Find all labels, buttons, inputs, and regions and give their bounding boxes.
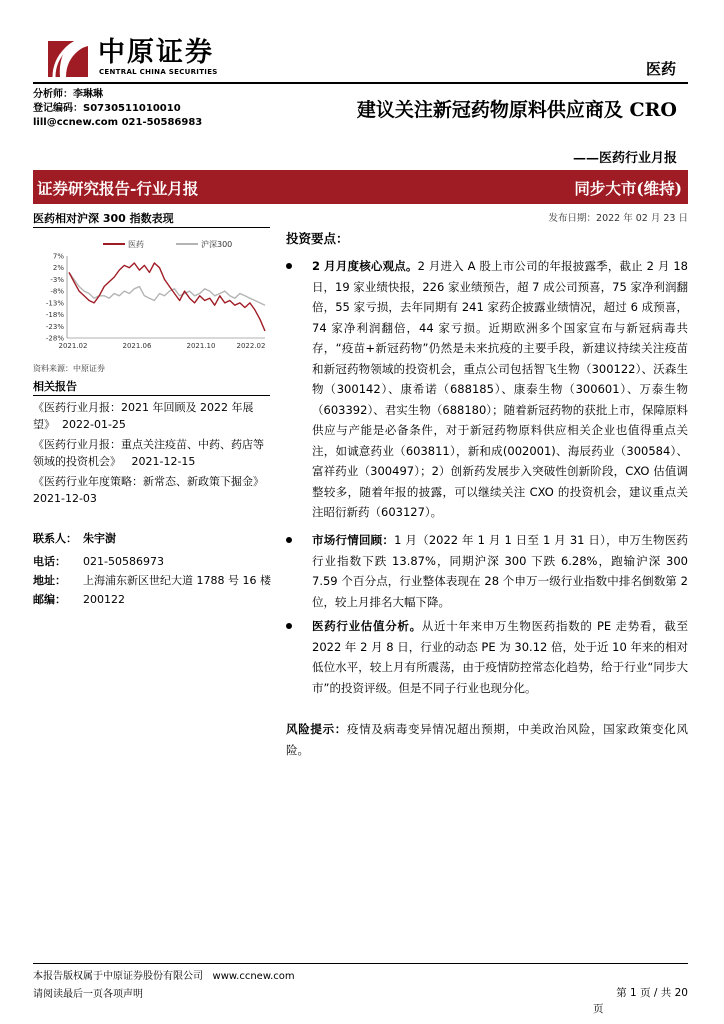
- related-report-3[interactable]: [33, 473, 270, 507]
- point-text: 1 月（2022 年 1 月 1 日至 1 月 31 日），申万生物医药行业指数下跌 13.87%，同期沪深 300 下跌 6.28%，跑输沪深 300 7.59 个百分点，行业整体表现在 28 个申万一级行业指数中排名倒数第 2 位，较上月排名大幅下降。: [312, 533, 688, 609]
- company-name-en: CENTRAL CHINA SECURITIES: [99, 68, 218, 76]
- series-line-hs300: [69, 272, 265, 305]
- footer-divider: [33, 963, 688, 964]
- point-lead: 2 月月度核心观点。: [312, 259, 418, 273]
- relative-performance-chart: [33, 232, 273, 352]
- page-number: 第 1 页 / 共 20: [616, 987, 688, 999]
- related-report-1[interactable]: [33, 399, 270, 433]
- bullet-icon: [286, 623, 292, 629]
- contact-person: [33, 530, 116, 548]
- related-report-date: 2021-12-03: [33, 492, 97, 505]
- page-number-unit: 页: [593, 1003, 604, 1015]
- report-type-label: 证券研究报告-行业月报: [37, 179, 199, 198]
- related-report-title: 《医药行业年度策略：新常态、新政策下掘金》: [33, 475, 264, 488]
- contact-name: 朱宇澍: [83, 532, 116, 545]
- contact-address: [33, 572, 271, 590]
- bullet-icon: [286, 263, 292, 269]
- x-tick-label: 2021.02: [58, 342, 88, 350]
- header-divider: [33, 82, 688, 84]
- company-name-cn: 中原证券: [98, 37, 214, 68]
- logo-mark-icon: [44, 37, 92, 79]
- report-subtitle: ——医药行业月报: [572, 151, 677, 166]
- address-value: 上海浦东新区世纪大道 1788 号 16 楼: [83, 574, 271, 587]
- footer-copyright: 本报告版权属于中原证券股份有限公司: [33, 971, 203, 982]
- related-report-title: 《医药行业月报：2021 年回顾及 2022 年展望》: [33, 401, 254, 431]
- related-report-2[interactable]: [33, 436, 270, 470]
- company-logo: [44, 37, 234, 79]
- report-banner: [33, 170, 688, 204]
- zip-value: 200122: [83, 593, 125, 606]
- y-tick-label: 2%: [52, 264, 64, 273]
- y-tick-label: -3%: [50, 275, 64, 284]
- footer-notice: 请阅读最后一页各项声明: [33, 989, 143, 1000]
- related-report-date: 2022-01-25: [62, 418, 126, 431]
- phone-label: 电话：: [33, 555, 66, 568]
- bullet-icon: [286, 537, 292, 543]
- y-tick-label: -18%: [45, 311, 64, 320]
- footer-website[interactable]: www.ccnew.com: [212, 971, 295, 982]
- contact-zip: [33, 591, 125, 609]
- related-report-date: 2021-12-15: [131, 455, 196, 468]
- y-tick-label: -28%: [45, 334, 64, 343]
- chart-source: 资料来源：中原证券: [33, 364, 105, 373]
- legend-label-hs300: 沪深300: [201, 240, 233, 249]
- related-report-title: 《医药行业月报：重点关注疫苗、中药、药店等领域的投资机会》: [33, 438, 264, 468]
- point-body: [312, 256, 688, 523]
- points-heading: 投资要点：: [286, 231, 349, 246]
- x-tick-label: 2022.02: [236, 342, 266, 350]
- y-tick-label: 7%: [52, 252, 64, 261]
- point-body: [312, 530, 688, 612]
- chart-heading-rule: [33, 227, 270, 228]
- point-lead: 医药行业估值分析。: [312, 619, 422, 633]
- analyst-name: 分析师：李琳琳: [33, 89, 103, 100]
- zip-label: 邮编：: [33, 593, 66, 606]
- contact-phone: [33, 553, 164, 571]
- related-heading-rule: [33, 395, 270, 396]
- analyst-contact: lill@ccnew.com 021-50586983: [33, 117, 203, 128]
- address-label: 地址：: [33, 574, 66, 587]
- analyst-code: 登记编码：S0730511010010: [33, 103, 181, 114]
- point-body: [312, 616, 688, 698]
- report-title: 建议关注新冠药物原料供应商及 CRO: [356, 99, 677, 121]
- x-tick-label: 2021.10: [186, 342, 216, 350]
- y-tick-label: -8%: [50, 287, 64, 296]
- related-heading: 相关报告: [33, 380, 77, 393]
- legend-label-pharma: 医药: [128, 240, 144, 249]
- point-text: 2 月进入 A 股上市公司的年报披露季，截止 2 月 18 日，19 家业绩快报，226 家业绩预告，超 7 成公司预喜，75 家净利润翻倍，55 家亏损，去年同期有 241 家药企披露业绩情况，超过 6 成预喜，74 家净利润翻倍，44 家亏损。近期欧洲多个国家宣布与新冠病毒共存，“疫苗+新冠药物”仍然是未来抗疫的主要手段，新建议持续关注疫苗和新冠药物领域的投资机会，重点公司包括智飞生物（300122）、沃森生物（300142）、康希诺（688185）、康泰生物（300601）、万泰生物（603392）、君实生物（688180）；随着新冠药物的获批上市，保障原料供应与产能是必备条件，对于新冠药物原料供应相关企业也值得重点关注，如诚意药业（603811），新和成(002001)、海辰药业（300584）、富祥药业（300497）；2）创新药发展步入突破性创新阶段，CXO 估值调整较多，随着年报的披露，可以继续关注 CXO 的投资机会，建议重点关注昭衍新药（603127）。: [312, 259, 688, 519]
- y-tick-label: -13%: [45, 299, 64, 308]
- footer-copyright-line: [33, 967, 295, 982]
- sector-label: 医药: [645, 60, 676, 78]
- rating-label: 同步大市(维持): [574, 179, 682, 198]
- risk-lead: 风险提示：: [286, 722, 348, 736]
- risk-text: 疫情及病毒变异情况超出预期，中美政治风险，国家政策变化风险。: [286, 722, 688, 757]
- x-tick-label: 2021.06: [122, 342, 152, 350]
- point-text: 从近十年来申万生物医药指数的 PE 走势看，截至 2022 年 2 月 8 日，行业的动态 PE 为 30.12 倍，处于近 10 年来的相对低位水平，较上月有所震荡，由于疫情防控常态化趋势，给于行业“同步大市”的投资评级。但是不同子行业也现分化。: [312, 619, 688, 695]
- contact-label: 联系人：: [33, 532, 77, 545]
- point-lead: 市场行情回顾：: [312, 533, 395, 547]
- phone-value: 021-50586973: [83, 555, 164, 568]
- chart-heading: 医药相对沪深 300 指数表现: [33, 212, 174, 225]
- publish-date: 发布日期：2022 年 02 月 23 日: [548, 213, 688, 224]
- y-tick-label: -23%: [45, 322, 64, 331]
- risk-warning: [286, 719, 688, 760]
